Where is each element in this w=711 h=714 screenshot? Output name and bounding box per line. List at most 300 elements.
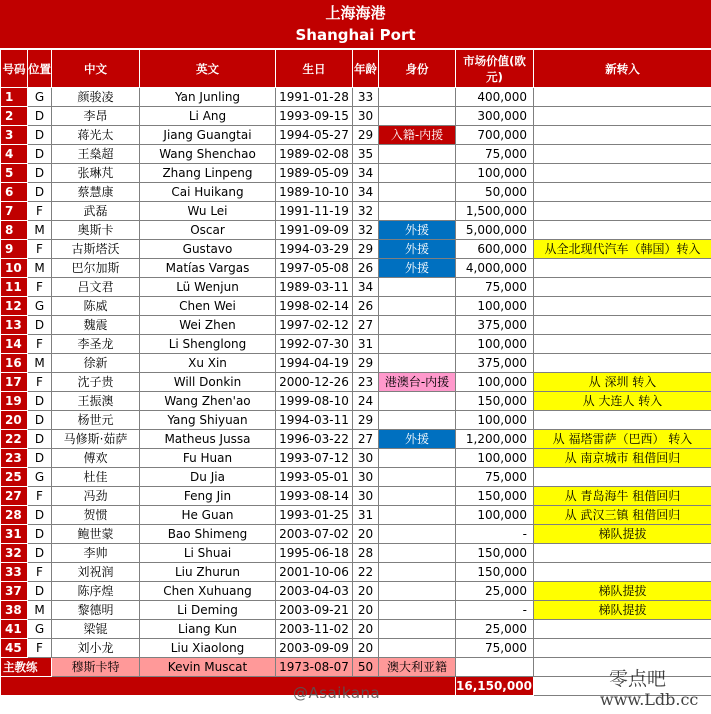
- table-row: [1, 392, 711, 411]
- player-number: 13: [1, 316, 28, 335]
- player-chinese-name: 张琳芃: [52, 164, 140, 183]
- player-english-name: Chen Wei: [140, 297, 276, 316]
- player-number: 6: [1, 183, 28, 202]
- player-new-transfer: [534, 468, 711, 487]
- player-age: 20: [353, 639, 379, 658]
- player-birthday: 1998-02-14: [276, 297, 353, 316]
- player-market-value: 25,000: [456, 620, 534, 639]
- player-number: 7: [1, 202, 28, 221]
- coach-identity: 澳大利亚籍: [379, 658, 456, 677]
- player-position: D: [28, 525, 52, 544]
- header-position: 位置: [28, 50, 52, 88]
- player-new-transfer: 从 青岛海牛 租借回归: [534, 487, 711, 506]
- player-number: 25: [1, 468, 28, 487]
- player-number: 23: [1, 449, 28, 468]
- player-market-value: 600,000: [456, 240, 534, 259]
- total-market-value: 16,150,000: [456, 677, 534, 696]
- player-birthday: 2003-07-02: [276, 525, 353, 544]
- player-chinese-name: 李昂: [52, 107, 140, 126]
- player-new-transfer: [534, 164, 711, 183]
- player-chinese-name: 刘祝润: [52, 563, 140, 582]
- player-english-name: Liang Kun: [140, 620, 276, 639]
- player-position: F: [28, 639, 52, 658]
- player-age: 26: [353, 297, 379, 316]
- player-position: D: [28, 145, 52, 164]
- player-new-transfer: 从 深圳 转入: [534, 373, 711, 392]
- player-chinese-name: 魏震: [52, 316, 140, 335]
- coach-label: 主教练: [1, 658, 52, 677]
- table-row: [1, 601, 711, 620]
- coach-chinese-name: 穆斯卡特: [52, 658, 140, 677]
- player-identity: [379, 354, 456, 373]
- player-chinese-name: 李帅: [52, 544, 140, 563]
- player-new-transfer: 从 福塔雷萨（巴西） 转入: [534, 430, 711, 449]
- player-age: 20: [353, 582, 379, 601]
- player-market-value: 75,000: [456, 468, 534, 487]
- player-new-transfer: [534, 639, 711, 658]
- player-identity: [379, 525, 456, 544]
- player-age: 29: [353, 240, 379, 259]
- player-new-transfer: 梯队提拔: [534, 525, 711, 544]
- coach-english-name: Kevin Muscat: [140, 658, 276, 677]
- player-birthday: 2003-11-02: [276, 620, 353, 639]
- player-english-name: Fu Huan: [140, 449, 276, 468]
- player-new-transfer: 从 武汉三镇 租借回归: [534, 506, 711, 525]
- player-number: 27: [1, 487, 28, 506]
- player-english-name: He Guan: [140, 506, 276, 525]
- player-age: 34: [353, 183, 379, 202]
- player-english-name: Li Deming: [140, 601, 276, 620]
- player-english-name: Wang Shenchao: [140, 145, 276, 164]
- player-birthday: 1999-08-10: [276, 392, 353, 411]
- player-identity: [379, 506, 456, 525]
- header-number: 号码: [1, 50, 28, 88]
- table-row: [1, 259, 711, 278]
- roster-body: [1, 88, 711, 658]
- player-position: D: [28, 582, 52, 601]
- player-english-name: Wei Zhen: [140, 316, 276, 335]
- title-english: Shanghai Port: [295, 26, 416, 44]
- player-position: F: [28, 335, 52, 354]
- player-market-value: 75,000: [456, 145, 534, 164]
- player-position: F: [28, 563, 52, 582]
- player-identity: [379, 620, 456, 639]
- table-row: [1, 183, 711, 202]
- player-age: 30: [353, 107, 379, 126]
- player-chinese-name: 黎德明: [52, 601, 140, 620]
- player-new-transfer: [534, 183, 711, 202]
- player-identity: [379, 449, 456, 468]
- player-number: 12: [1, 297, 28, 316]
- header-new-transfer: 新转入: [534, 50, 711, 88]
- player-number: 1: [1, 88, 28, 107]
- player-birthday: 1997-02-12: [276, 316, 353, 335]
- player-position: G: [28, 297, 52, 316]
- player-chinese-name: 徐新: [52, 354, 140, 373]
- player-number: 9: [1, 240, 28, 259]
- player-english-name: Cai Huikang: [140, 183, 276, 202]
- header-english-name: 英文: [140, 50, 276, 88]
- player-english-name: Oscar: [140, 221, 276, 240]
- player-identity: 外援: [379, 240, 456, 259]
- player-birthday: 1989-10-10: [276, 183, 353, 202]
- player-english-name: Wang Zhen'ao: [140, 392, 276, 411]
- player-age: 24: [353, 392, 379, 411]
- player-english-name: Zhang Linpeng: [140, 164, 276, 183]
- player-position: D: [28, 392, 52, 411]
- player-identity: [379, 487, 456, 506]
- player-birthday: 2003-09-09: [276, 639, 353, 658]
- player-birthday: 1993-05-01: [276, 468, 353, 487]
- table-row: [1, 335, 711, 354]
- player-market-value: 300,000: [456, 107, 534, 126]
- player-identity: 外援: [379, 259, 456, 278]
- player-english-name: Liu Xiaolong: [140, 639, 276, 658]
- table-row: [1, 506, 711, 525]
- table-row: [1, 145, 711, 164]
- player-chinese-name: 杨世元: [52, 411, 140, 430]
- player-identity: [379, 411, 456, 430]
- player-number: 31: [1, 525, 28, 544]
- player-chinese-name: 古斯塔沃: [52, 240, 140, 259]
- player-position: D: [28, 544, 52, 563]
- player-number: 14: [1, 335, 28, 354]
- player-chinese-name: 冯劲: [52, 487, 140, 506]
- table-row: [1, 297, 711, 316]
- player-english-name: Lü Wenjun: [140, 278, 276, 297]
- player-market-value: 375,000: [456, 354, 534, 373]
- player-age: 35: [353, 145, 379, 164]
- player-english-name: Yang Shiyuan: [140, 411, 276, 430]
- player-number: 5: [1, 164, 28, 183]
- player-english-name: Jiang Guangtai: [140, 126, 276, 145]
- player-market-value: 1,200,000: [456, 430, 534, 449]
- player-market-value: -: [456, 601, 534, 620]
- player-new-transfer: [534, 335, 711, 354]
- player-market-value: 100,000: [456, 449, 534, 468]
- player-market-value: 375,000: [456, 316, 534, 335]
- header-market-value: 市场价值(欧元): [456, 50, 534, 88]
- player-identity: [379, 278, 456, 297]
- player-birthday: 1992-07-30: [276, 335, 353, 354]
- header-identity: 身份: [379, 50, 456, 88]
- player-english-name: Yan Junling: [140, 88, 276, 107]
- player-age: 23: [353, 373, 379, 392]
- player-position: M: [28, 354, 52, 373]
- player-english-name: Will Donkin: [140, 373, 276, 392]
- player-position: G: [28, 468, 52, 487]
- player-identity: [379, 145, 456, 164]
- player-market-value: 100,000: [456, 297, 534, 316]
- player-position: G: [28, 88, 52, 107]
- player-market-value: 75,000: [456, 639, 534, 658]
- player-new-transfer: [534, 563, 711, 582]
- weibo-watermark: @Asaikana: [293, 684, 381, 702]
- player-english-name: Chen Xuhuang: [140, 582, 276, 601]
- player-market-value: -: [456, 525, 534, 544]
- player-new-transfer: 梯队提拔: [534, 582, 711, 601]
- player-identity: [379, 183, 456, 202]
- player-market-value: 150,000: [456, 544, 534, 563]
- player-english-name: Xu Xin: [140, 354, 276, 373]
- player-age: 34: [353, 164, 379, 183]
- player-market-value: 75,000: [456, 278, 534, 297]
- player-identity: [379, 335, 456, 354]
- player-number: 16: [1, 354, 28, 373]
- player-identity: [379, 297, 456, 316]
- player-english-name: Feng Jin: [140, 487, 276, 506]
- player-birthday: 1991-11-19: [276, 202, 353, 221]
- player-market-value: 700,000: [456, 126, 534, 145]
- player-age: 22: [353, 563, 379, 582]
- player-chinese-name: 陈威: [52, 297, 140, 316]
- roster-table: [0, 49, 711, 696]
- player-age: 34: [353, 278, 379, 297]
- player-birthday: 1993-09-15: [276, 107, 353, 126]
- player-english-name: Bao Shimeng: [140, 525, 276, 544]
- player-chinese-name: 梁锟: [52, 620, 140, 639]
- table-row: [1, 126, 711, 145]
- table-row: [1, 525, 711, 544]
- player-position: M: [28, 221, 52, 240]
- player-number: 45: [1, 639, 28, 658]
- player-identity: [379, 563, 456, 582]
- player-english-name: Matías Vargas: [140, 259, 276, 278]
- total-spacer: [1, 677, 456, 696]
- player-new-transfer: [534, 354, 711, 373]
- ldb-watermark-chinese: 零点吧: [609, 668, 667, 690]
- player-birthday: 1989-02-08: [276, 145, 353, 164]
- player-number: 10: [1, 259, 28, 278]
- player-birthday: 1994-03-11: [276, 411, 353, 430]
- player-identity: 外援: [379, 221, 456, 240]
- player-chinese-name: 王振澳: [52, 392, 140, 411]
- player-birthday: 2003-09-21: [276, 601, 353, 620]
- player-age: 32: [353, 221, 379, 240]
- player-identity: [379, 601, 456, 620]
- player-identity: [379, 639, 456, 658]
- player-position: F: [28, 373, 52, 392]
- player-number: 33: [1, 563, 28, 582]
- player-chinese-name: 沈子贵: [52, 373, 140, 392]
- player-market-value: 4,000,000: [456, 259, 534, 278]
- player-position: D: [28, 107, 52, 126]
- player-chinese-name: 武磊: [52, 202, 140, 221]
- player-number: 8: [1, 221, 28, 240]
- player-number: 19: [1, 392, 28, 411]
- player-new-transfer: [534, 145, 711, 164]
- player-chinese-name: 李圣龙: [52, 335, 140, 354]
- player-chinese-name: 颜骏凌: [52, 88, 140, 107]
- player-market-value: 100,000: [456, 506, 534, 525]
- player-identity: [379, 582, 456, 601]
- player-age: 32: [353, 202, 379, 221]
- player-identity: [379, 544, 456, 563]
- table-row: [1, 202, 711, 221]
- player-identity: [379, 316, 456, 335]
- player-age: 26: [353, 259, 379, 278]
- player-position: D: [28, 449, 52, 468]
- player-number: 41: [1, 620, 28, 639]
- player-chinese-name: 陈序煌: [52, 582, 140, 601]
- player-position: D: [28, 164, 52, 183]
- player-position: F: [28, 487, 52, 506]
- player-english-name: Liu Zhurun: [140, 563, 276, 582]
- player-birthday: 1991-01-28: [276, 88, 353, 107]
- player-english-name: Matheus Jussa: [140, 430, 276, 449]
- player-birthday: 2001-10-06: [276, 563, 353, 582]
- player-birthday: 1991-09-09: [276, 221, 353, 240]
- player-number: 37: [1, 582, 28, 601]
- table-row: [1, 582, 711, 601]
- table-row: [1, 88, 711, 107]
- player-english-name: Du Jia: [140, 468, 276, 487]
- player-identity: [379, 202, 456, 221]
- coach-row: [1, 658, 711, 677]
- coach-birthday: 1973-08-07: [276, 658, 353, 677]
- player-market-value: 50,000: [456, 183, 534, 202]
- table-row: [1, 430, 711, 449]
- title-bar: [0, 0, 711, 49]
- table-row: [1, 164, 711, 183]
- player-age: 28: [353, 544, 379, 563]
- player-new-transfer: [534, 259, 711, 278]
- player-new-transfer: [534, 278, 711, 297]
- player-birthday: 1993-07-12: [276, 449, 353, 468]
- player-number: 17: [1, 373, 28, 392]
- player-birthday: 1995-06-18: [276, 544, 353, 563]
- player-chinese-name: 蔡慧康: [52, 183, 140, 202]
- player-age: 20: [353, 620, 379, 639]
- player-birthday: 1996-03-22: [276, 430, 353, 449]
- player-number: 32: [1, 544, 28, 563]
- player-age: 29: [353, 354, 379, 373]
- player-birthday: 1993-01-25: [276, 506, 353, 525]
- player-birthday: 1994-03-29: [276, 240, 353, 259]
- player-new-transfer: 梯队提拔: [534, 601, 711, 620]
- player-chinese-name: 鲍世蒙: [52, 525, 140, 544]
- player-age: 29: [353, 126, 379, 145]
- player-birthday: 2000-12-26: [276, 373, 353, 392]
- player-new-transfer: 从全北现代汽车（韩国）转入: [534, 240, 711, 259]
- player-age: 31: [353, 335, 379, 354]
- player-new-transfer: 从 大连人 转入: [534, 392, 711, 411]
- player-position: D: [28, 411, 52, 430]
- player-identity: [379, 107, 456, 126]
- player-number: 4: [1, 145, 28, 164]
- player-number: 20: [1, 411, 28, 430]
- player-new-transfer: [534, 107, 711, 126]
- header-birthday: 生日: [276, 50, 353, 88]
- player-english-name: Wu Lei: [140, 202, 276, 221]
- player-market-value: 5,000,000: [456, 221, 534, 240]
- player-market-value: 400,000: [456, 88, 534, 107]
- player-identity: [379, 164, 456, 183]
- table-row: [1, 487, 711, 506]
- player-new-transfer: [534, 544, 711, 563]
- player-age: 20: [353, 525, 379, 544]
- table-row: [1, 449, 711, 468]
- player-market-value: 100,000: [456, 164, 534, 183]
- player-identity: 港澳台-内援: [379, 373, 456, 392]
- table-row: [1, 316, 711, 335]
- ldb-watermark-url: www.Ldb.cc: [600, 690, 699, 709]
- player-position: F: [28, 278, 52, 297]
- player-identity: [379, 88, 456, 107]
- table-row: [1, 411, 711, 430]
- player-birthday: 1989-05-09: [276, 164, 353, 183]
- player-new-transfer: [534, 620, 711, 639]
- player-market-value: 25,000: [456, 582, 534, 601]
- player-market-value: 150,000: [456, 487, 534, 506]
- title-chinese: 上海海港: [325, 4, 386, 22]
- player-number: 28: [1, 506, 28, 525]
- player-birthday: 1989-03-11: [276, 278, 353, 297]
- player-age: 31: [353, 506, 379, 525]
- player-new-transfer: 从 南京城市 租借回归: [534, 449, 711, 468]
- player-number: 38: [1, 601, 28, 620]
- player-market-value: 1,500,000: [456, 202, 534, 221]
- table-row: [1, 468, 711, 487]
- player-position: G: [28, 620, 52, 639]
- player-number: 3: [1, 126, 28, 145]
- player-english-name: Gustavo: [140, 240, 276, 259]
- table-row: [1, 221, 711, 240]
- player-new-transfer: [534, 202, 711, 221]
- player-age: 33: [353, 88, 379, 107]
- player-new-transfer: [534, 316, 711, 335]
- player-new-transfer: [534, 126, 711, 145]
- player-age: 30: [353, 487, 379, 506]
- player-birthday: 1997-05-08: [276, 259, 353, 278]
- player-new-transfer: [534, 88, 711, 107]
- player-market-value: 150,000: [456, 392, 534, 411]
- coach-value: [456, 658, 534, 677]
- player-chinese-name: 傅欢: [52, 449, 140, 468]
- player-age: 27: [353, 316, 379, 335]
- table-row: [1, 563, 711, 582]
- player-age: 30: [353, 468, 379, 487]
- player-birthday: 1994-04-19: [276, 354, 353, 373]
- table-row: [1, 278, 711, 297]
- player-position: D: [28, 183, 52, 202]
- player-chinese-name: 贺惯: [52, 506, 140, 525]
- player-number: 2: [1, 107, 28, 126]
- player-chinese-name: 刘小龙: [52, 639, 140, 658]
- player-chinese-name: 巴尔加斯: [52, 259, 140, 278]
- player-position: F: [28, 240, 52, 259]
- table-row: [1, 354, 711, 373]
- table-row: [1, 544, 711, 563]
- player-market-value: 150,000: [456, 563, 534, 582]
- player-position: D: [28, 316, 52, 335]
- player-position: D: [28, 430, 52, 449]
- header-age: 年龄: [353, 50, 379, 88]
- player-chinese-name: 奥斯卡: [52, 221, 140, 240]
- player-age: 30: [353, 449, 379, 468]
- player-age: 20: [353, 601, 379, 620]
- player-position: D: [28, 506, 52, 525]
- player-identity: [379, 392, 456, 411]
- player-identity: [379, 468, 456, 487]
- table-row: [1, 240, 711, 259]
- player-age: 29: [353, 411, 379, 430]
- table-row: [1, 107, 711, 126]
- player-birthday: 1993-08-14: [276, 487, 353, 506]
- player-birthday: 2003-04-03: [276, 582, 353, 601]
- player-age: 27: [353, 430, 379, 449]
- coach-age: 50: [353, 658, 379, 677]
